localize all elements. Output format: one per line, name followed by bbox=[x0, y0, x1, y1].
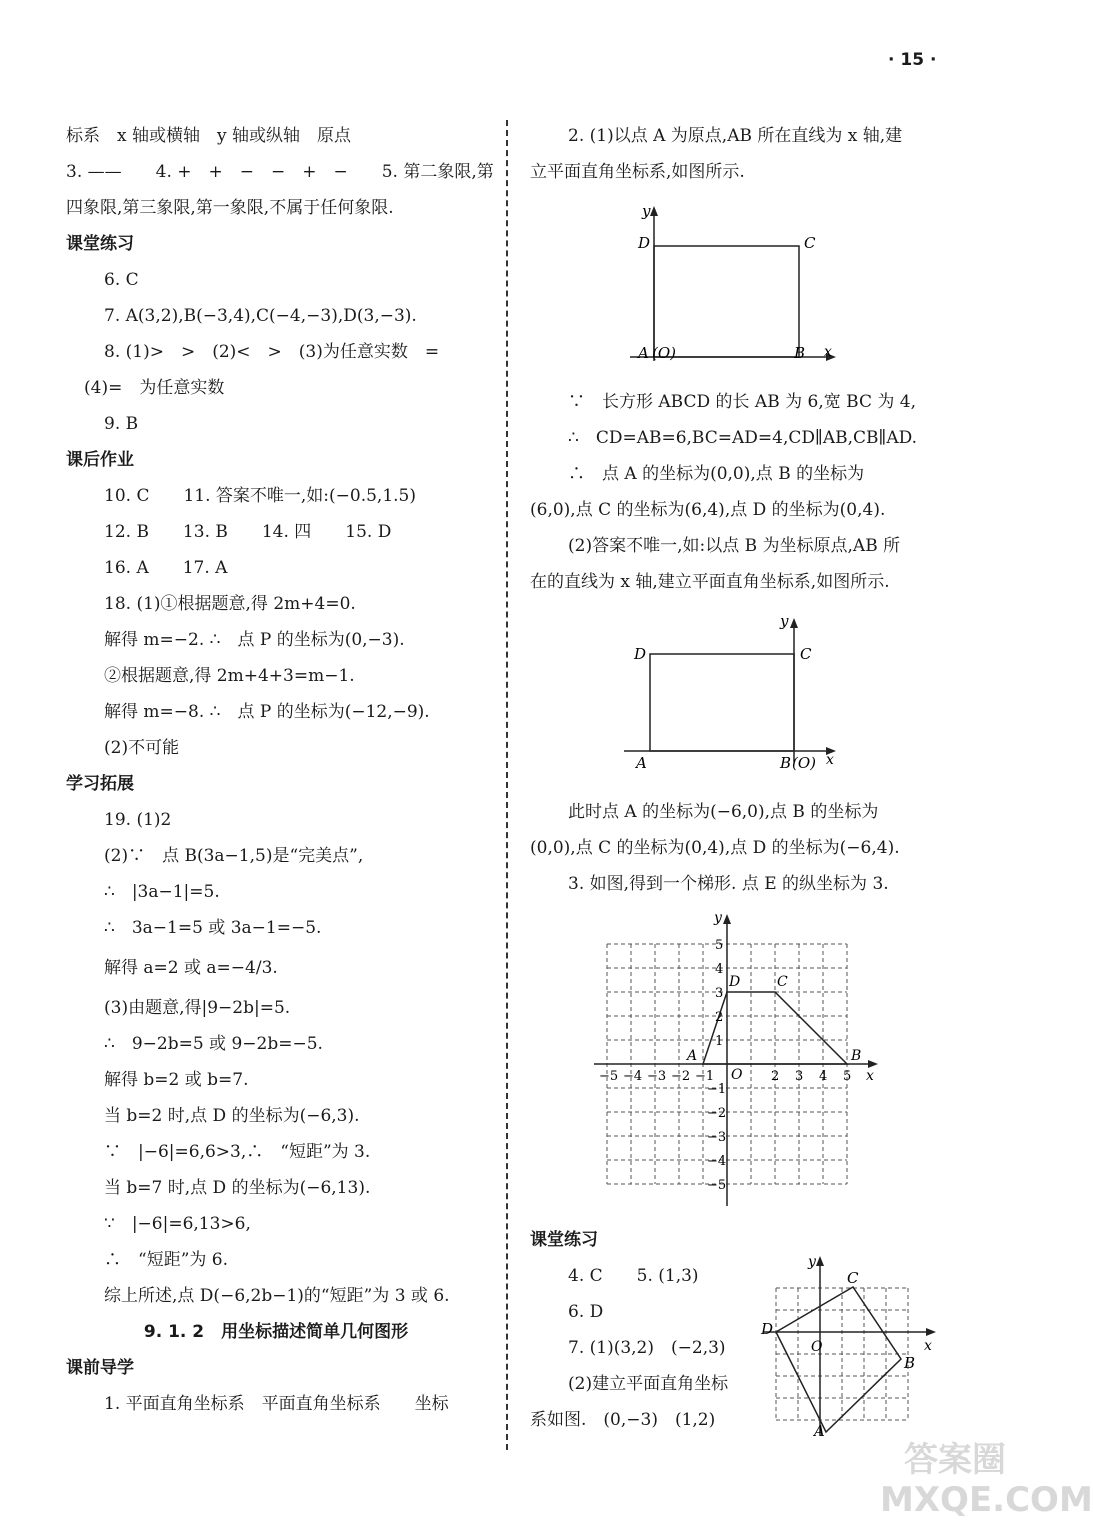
answer-line: 8. (1)> > (2)< > (3)为任意实数 = bbox=[104, 342, 440, 362]
x-tick-label: 2 bbox=[771, 1069, 780, 1084]
y-tick-label: 4 bbox=[715, 962, 724, 977]
origin-label: (O) bbox=[652, 344, 677, 362]
point-a-label: A bbox=[687, 1048, 698, 1064]
y-tick-label: −4 bbox=[707, 1154, 727, 1169]
point-c-label: C bbox=[800, 645, 812, 663]
point-b-label: B bbox=[904, 1354, 916, 1372]
origin-label: O bbox=[731, 1067, 743, 1083]
answer-line: 7. A(3,2),B(−3,4),C(−4,−3),D(3,−3). bbox=[104, 306, 417, 326]
figure-trapezoid-grid bbox=[590, 910, 890, 1210]
x-tick-label: −3 bbox=[647, 1069, 667, 1084]
x-tick-label: −2 bbox=[671, 1069, 691, 1084]
right-bottom-text bbox=[530, 1222, 770, 1438]
answer-line: 18. (1)①根据题意,得 2m+4=0. bbox=[104, 594, 356, 614]
rectangle-abcd bbox=[650, 654, 794, 751]
answer-line: (2)建立平面直角坐标 bbox=[568, 1374, 729, 1394]
y-tick-label: −3 bbox=[707, 1130, 727, 1145]
answer-line: (4)= 为任意实数 bbox=[84, 378, 225, 398]
answer-line: 解得 m=−8. ∴ 点 P 的坐标为(−12,−9). bbox=[104, 702, 430, 722]
point-d-label: D bbox=[729, 974, 741, 990]
y-label: y bbox=[780, 612, 789, 630]
text-line: 3. —— 4. + + − − + − 5. 第二象限,第 bbox=[66, 162, 494, 182]
answer-line: 此时点 A 的坐标为(−6,0),点 B 的坐标为 bbox=[568, 802, 879, 822]
point-c-label: C bbox=[847, 1269, 859, 1287]
answer-line: 3. 如图,得到一个梯形. 点 E 的纵坐标为 3. bbox=[568, 874, 889, 894]
answer-line: ∵ |−6|=6,13>6, bbox=[104, 1214, 251, 1234]
answer-line: (3)由题意,得|9−2b|=5. bbox=[104, 998, 291, 1018]
answer-line: 6. C bbox=[104, 270, 139, 290]
answer-line: 9. B bbox=[104, 414, 139, 434]
figure-rectangle-1 bbox=[620, 196, 850, 366]
answer-line: 12. B 13. B 14. 四 15. D bbox=[104, 522, 392, 542]
y-axis-arrow bbox=[790, 618, 798, 628]
answer-line: 16. A 17. A bbox=[104, 558, 228, 578]
y-tick-label: 1 bbox=[715, 1034, 724, 1049]
origin-label: (O) bbox=[792, 754, 817, 772]
y-label: y bbox=[642, 202, 651, 220]
x-tick-label: 5 bbox=[843, 1069, 852, 1084]
right-top-text bbox=[530, 118, 950, 190]
square-abcd bbox=[776, 1287, 901, 1432]
point-d-label: D bbox=[634, 645, 647, 663]
answer-line: 6. D bbox=[568, 1302, 604, 1322]
point-a-label: A bbox=[636, 754, 647, 772]
x-label: x bbox=[924, 1338, 932, 1354]
answer-line: ∵ 长方形 ABCD 的长 AB 为 6,宽 BC 为 4, bbox=[568, 392, 916, 412]
answer-line: ∴ CD=AB=6,BC=AD=4,CD∥AB,CB∥AD. bbox=[568, 428, 918, 448]
x-tick-label: −1 bbox=[695, 1069, 715, 1084]
y-tick-label: −5 bbox=[707, 1178, 727, 1193]
answer-line: ∴ “短距”为 6. bbox=[104, 1250, 229, 1270]
point-b-label: B bbox=[851, 1048, 862, 1064]
y-tick-label: 3 bbox=[715, 986, 724, 1001]
section-title: 9. 1. 2 用坐标描述简单几何图形 bbox=[143, 1322, 409, 1342]
right-mid-text bbox=[530, 384, 950, 600]
y-axis-arrow bbox=[723, 914, 731, 924]
x-label: x bbox=[824, 344, 832, 360]
answer-line: ∴ 9−2b=5 或 9−2b=−5. bbox=[104, 1034, 323, 1054]
point-b-label: B bbox=[780, 754, 792, 772]
answer-line: (2)答案不唯一,如:以点 B 为坐标原点,AB 所 bbox=[568, 536, 901, 556]
y-tick-label: −1 bbox=[707, 1082, 727, 1097]
point-c-label: C bbox=[777, 974, 788, 990]
y-tick-label: 2 bbox=[715, 1010, 724, 1025]
rectangle-abcd bbox=[654, 246, 799, 357]
y-label: y bbox=[714, 910, 722, 926]
answer-line: ∵ |−6|=6,6>3,∴ “短距”为 3. bbox=[104, 1142, 371, 1162]
x-tick-label: 4 bbox=[819, 1069, 828, 1084]
section-heading: 学习拓展 bbox=[66, 774, 134, 794]
answer-line: ∴ 3a−1=5 或 3a−1=−5. bbox=[104, 918, 322, 938]
answer-line: 4. C 5. (1,3) bbox=[568, 1266, 699, 1286]
answer-line: 综上所述,点 D(−6,2b−1)的“短距”为 3 或 6. bbox=[104, 1286, 450, 1306]
x-tick-label: −4 bbox=[623, 1069, 643, 1084]
watermark: 答案圈 MXQE.COM bbox=[880, 1440, 1093, 1520]
answer-line: 当 b=7 时,点 D 的坐标为(−6,13). bbox=[104, 1178, 371, 1198]
answer-line: 在的直线为 x 轴,建立平面直角坐标系,如图所示. bbox=[530, 572, 890, 592]
point-c-label: C bbox=[804, 234, 816, 252]
section-heading: 课堂练习 bbox=[530, 1230, 598, 1250]
answer-line: 7. (1)(3,2) (−2,3) bbox=[568, 1338, 726, 1358]
answer-line: ∴ 点 A 的坐标为(0,0),点 B 的坐标为 bbox=[568, 464, 865, 484]
answer-line: (2)∵ 点 B(3a−1,5)是“完美点”, bbox=[104, 846, 364, 866]
answer-line: (2)不可能 bbox=[104, 738, 180, 758]
column-divider bbox=[506, 120, 508, 1450]
figure-rectangle-2 bbox=[620, 612, 850, 778]
y-axis-arrow bbox=[816, 1256, 824, 1266]
y-axis-arrow bbox=[650, 206, 658, 216]
answer-line: 2. (1)以点 A 为原点,AB 所在直线为 x 轴,建 bbox=[568, 126, 903, 146]
x-tick-label: −5 bbox=[599, 1069, 619, 1084]
origin-label: O bbox=[811, 1339, 823, 1355]
section-heading: 课后作业 bbox=[66, 450, 134, 470]
page-number: · 15 · bbox=[888, 50, 937, 70]
x-axis-arrow bbox=[868, 1060, 878, 1068]
dashed-grid bbox=[776, 1288, 908, 1420]
point-b-label: B bbox=[794, 344, 806, 362]
answer-line: 立平面直角坐标系,如图所示. bbox=[530, 162, 745, 182]
answer-line: 解得 a=2 或 a=−4/3. bbox=[104, 958, 278, 978]
point-a-label: A bbox=[638, 344, 649, 362]
right-mid2-text bbox=[530, 794, 950, 902]
y-label: y bbox=[808, 1254, 816, 1270]
section-heading: 课堂练习 bbox=[66, 234, 134, 254]
answer-line: 1. 平面直角坐标系 平面直角坐标系 坐标 bbox=[104, 1394, 449, 1414]
answer-line: 解得 m=−2. ∴ 点 P 的坐标为(0,−3). bbox=[104, 630, 405, 650]
answer-line: 解得 b=2 或 b=7. bbox=[104, 1070, 249, 1090]
x-axis-arrow bbox=[926, 1328, 936, 1336]
section-heading: 课前导学 bbox=[66, 1358, 134, 1378]
point-d-label: D bbox=[638, 234, 651, 252]
x-label: x bbox=[866, 1068, 874, 1084]
x-label: x bbox=[826, 752, 834, 768]
text-line: 标系 x 轴或横轴 y 轴或纵轴 原点 bbox=[66, 126, 351, 146]
answer-line: ∴ |3a−1|=5. bbox=[104, 882, 220, 902]
point-a-label: A bbox=[814, 1422, 825, 1440]
answer-line: 当 b=2 时,点 D 的坐标为(−6,3). bbox=[104, 1106, 360, 1126]
y-tick-label: −2 bbox=[707, 1106, 727, 1121]
answer-line: 10. C 11. 答案不唯一,如:(−0.5,1.5) bbox=[104, 486, 417, 506]
answer-line: 19. (1)2 bbox=[104, 810, 172, 830]
figure-square-grid bbox=[756, 1250, 942, 1440]
point-d-label: D bbox=[761, 1320, 774, 1338]
text-line: 四象限,第三象限,第一象限,不属于任何象限. bbox=[66, 198, 394, 218]
answer-line: (0,0),点 C 的坐标为(0,4),点 D 的坐标为(−6,4). bbox=[530, 838, 900, 858]
answer-line: ②根据题意,得 2m+4+3=m−1. bbox=[104, 666, 355, 686]
y-tick-label: 5 bbox=[715, 938, 724, 953]
x-tick-label: 3 bbox=[795, 1069, 804, 1084]
answer-line: 系如图. (0,−3) (1,2) bbox=[530, 1410, 716, 1430]
answer-line: (6,0),点 C 的坐标为(6,4),点 D 的坐标为(0,4). bbox=[530, 500, 886, 520]
left-column bbox=[66, 118, 494, 1422]
